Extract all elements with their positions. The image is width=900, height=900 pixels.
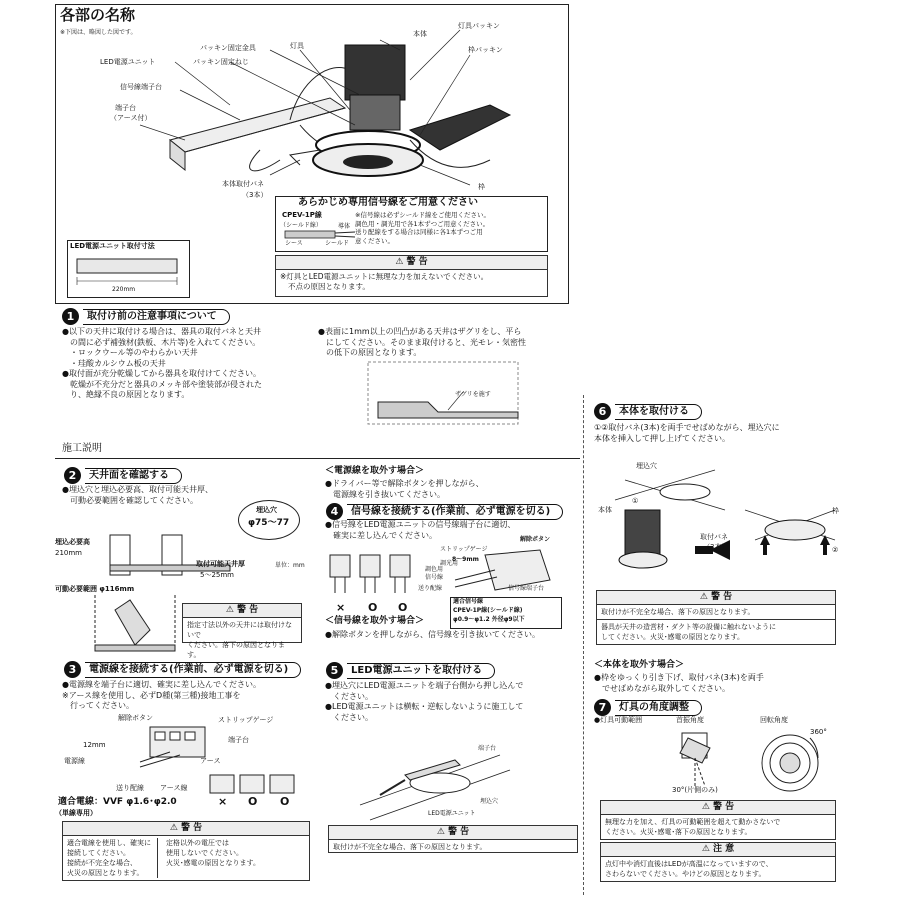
signal-notice-title: あらかじめ専用信号線をご用意ください	[298, 197, 478, 208]
signal-shield: シールド	[325, 240, 349, 247]
power-earth-line: アース線	[160, 784, 188, 792]
suitable-signal-cable: CPEV-1P線(シールド線)	[453, 607, 523, 614]
column-divider	[583, 395, 584, 895]
top-warning-title: ⚠ 警 告	[276, 256, 547, 270]
label-spring: 本体取付バネ	[222, 180, 264, 188]
section-3-header: 3 電源線を接続する(作業前、必ず電源を切る)	[64, 661, 301, 678]
label-honntai: 本体	[413, 30, 427, 38]
power-mark-2: O	[248, 795, 258, 808]
body-body: 本体	[598, 506, 612, 514]
body-c1: ①	[632, 497, 639, 505]
led-install-terminal: 端子台	[478, 745, 497, 752]
label-signal-terminal: 信号線端子台	[120, 83, 162, 91]
signal-mm: 8〜9mm	[452, 556, 479, 563]
power-terminal: 端子台	[228, 736, 249, 744]
suitable-signal-size: φ0.9〜φ1.2 外径φ9以下	[453, 616, 525, 623]
height-value: 210mm	[55, 549, 82, 557]
power-insert-examples	[210, 775, 300, 797]
signal-strip: ストリップゲージ	[440, 546, 488, 553]
signal-conductor: 導体	[338, 223, 351, 230]
signal-mark-1: ×	[336, 601, 346, 614]
angle-tilt: 首振角度	[676, 716, 704, 724]
top-warning: ⚠ 警 告 ※灯具とLED電源ユニットに無理な力を加えないでください。 不点の原因となります。	[275, 255, 548, 297]
zaguri-label: ザグリを施す	[455, 391, 491, 398]
suitable-signal-title: 適合信号線	[453, 598, 484, 605]
warning-icon: ⚠	[169, 823, 182, 833]
signal-send-line: 送り配線	[418, 585, 443, 592]
led-install-hole: 埋込穴	[480, 798, 499, 805]
remove-power-title: ＜電源線を取外す場合＞	[325, 466, 425, 476]
power-single: （単線専用）	[55, 809, 97, 817]
signal-notice-lines: ※信号線は必ずシールド線をご使用ください。 調色用・調光用で各1本ずつご用意ください。 送り配線をする場合は同様に各1本ずつご用 意ください。	[355, 211, 491, 245]
section-7-header: 7 灯具の角度調整	[594, 699, 702, 716]
section-6-text: ①②取付バネ(3本)を両手でせばめながら、埋込穴に 本体を挿入して押し上げてください。	[594, 423, 780, 443]
thickness-label: 取付可能天井厚	[196, 560, 245, 568]
section-4-text: ●信号線をLED電源ユニットの信号線端子台に適切、 確実に差し込んでください。	[325, 520, 516, 540]
signal-mark-3: O	[398, 601, 408, 614]
power-send-line: 送り配線	[116, 784, 144, 792]
hole-size: φ75〜77	[248, 518, 290, 528]
led-dim-size: 220mm	[112, 286, 136, 293]
angle-rotate: 回転角度	[760, 716, 788, 724]
signal-signal: 信号線	[425, 574, 444, 581]
warning-icon: ⚠	[699, 592, 712, 602]
label-tougu-packing: 灯具パッキン	[458, 22, 500, 30]
section-1-right-text: ●表面に1mm以上の凹凸がある天井はザグリをし、平ら にしてください。そのまま取付けると、光モレ・気密性 の低下の原因となります。	[318, 327, 526, 357]
label-packing-kotei-kanagu: パッキン固定金具	[200, 44, 256, 52]
body-spring: 取付バネ	[700, 533, 728, 541]
power-suitable: 適合電線：VVF φ1.6･φ2.0	[58, 797, 177, 807]
warning-icon: ⚠	[436, 827, 449, 837]
section-6-header: 6 本体を取付ける	[594, 403, 702, 420]
body-c2: ②	[832, 546, 839, 554]
power-mark-3: O	[280, 795, 290, 808]
angle-360: 360°	[810, 728, 827, 736]
label-packing-kotei-neji: パッキン固定ねじ	[193, 58, 249, 66]
remove-signal-text: ●解除ボタンを押しながら、信号線を引き抜いてください。	[325, 630, 540, 639]
label-waku: 枠	[478, 183, 485, 191]
signal-color-line: 調色用	[425, 566, 444, 573]
label-spring-count: （3本）	[242, 191, 268, 199]
hole-label: 埋込穴	[256, 506, 277, 514]
signal-cable: CPEV-1P線	[282, 211, 322, 219]
signal-dim-line: 調光用	[440, 560, 459, 567]
angle-30: 30°(片側のみ)	[672, 786, 718, 794]
remove-body-text: ●枠をゆっくり引き下げ、取付バネ(3本)を両手 でせばめながら取外してください。	[594, 673, 764, 693]
label-waku-packing: 枠パッキン	[468, 46, 503, 54]
section-5-header: 5 LED電源ユニットを取付ける	[326, 662, 495, 679]
label-terminal-block: 端子台	[115, 104, 136, 112]
body-hole: 埋込穴	[636, 462, 657, 470]
power-release: 解除ボタン	[118, 714, 153, 722]
instructions-title: 施工説明	[62, 443, 102, 454]
warning-icon: ⚠	[395, 257, 407, 267]
range-drawing	[95, 595, 185, 655]
body-waku: 枠	[832, 507, 839, 515]
signal-mark-2: O	[368, 601, 378, 614]
body-install-drawing	[595, 470, 845, 580]
section-2-text: ●埋込穴と埋込必要高、取付可能天井厚、 可動必要範囲を確認してください。	[62, 485, 213, 505]
signal-sheath: シース	[285, 240, 303, 247]
signal-shield-label: （シールド線）	[280, 222, 322, 229]
range-label: 可動必要範囲 φ116mm	[55, 585, 135, 593]
power-line: 電源線	[64, 757, 85, 765]
remove-power-text: ●ドライバー等で解除ボタンを押しながら、 電源線を引き抜いてください。	[325, 479, 484, 499]
power-strip: ストリップゲージ	[218, 716, 274, 724]
signal-terminal-label: 信号線端子台	[508, 585, 545, 592]
height-label: 埋込必要高	[55, 538, 90, 546]
cable-icon	[285, 228, 365, 242]
zaguri-drawing	[368, 362, 528, 432]
section-5-text: ●埋込穴にLED電源ユニットを端子台側から押し込んで ください。 ●LED電源ユニットは横転・逆転しないように施工して ください。	[325, 681, 524, 722]
power-12mm: 12mm	[83, 741, 106, 749]
body-spring-count: （3本）	[703, 543, 729, 551]
led-dim-title: LED電源ユニット取付寸法	[70, 242, 155, 250]
signal-release: 解除ボタン	[520, 536, 551, 543]
section-4-header: 4 信号線を接続する(作業前、必ず電源を切る)	[326, 503, 563, 520]
thickness-value: 5〜25mm	[200, 571, 234, 579]
power-earth: アース	[200, 757, 221, 765]
signal-terminal-drawing	[325, 545, 575, 605]
caution-icon: ⚠	[701, 844, 714, 854]
parts-note: ※下図は、略図した図です。	[60, 29, 137, 36]
angle-range: ●灯具可動範囲	[594, 716, 643, 724]
warning-icon: ⚠	[701, 802, 714, 812]
label-tougu: 灯具	[290, 42, 304, 50]
section-5-warning: ⚠ 警 告 取付けが不完全な場合、落下の原因となります。	[328, 825, 578, 853]
parts-title: 各部の名称	[60, 6, 136, 24]
instructions-rule	[55, 458, 580, 459]
power-terminal-drawing	[140, 722, 250, 777]
warning-icon: ⚠	[225, 605, 238, 615]
led-install-unit: LED電源ユニット	[428, 810, 476, 817]
label-terminal-block-earth: （アース付）	[110, 114, 152, 122]
section-6-warning: ⚠ 警 告 取付けが不完全な場合、落下の原因となります。 器具が天井の造営材・ダクト等の設備に触れないように してください。火災･感電の原因となります。	[596, 590, 836, 645]
power-mark-1: ×	[218, 795, 228, 808]
section-3-warning: ⚠ 警 告 適合電線を使用し、確実に 接続してください。 接続が不完全な場合、 火災の原因となります。 定格以外の電圧では 使用しないでください。 火災･感電の原因となります。	[62, 821, 310, 881]
section-7-caution: ⚠ 注 意 点灯中や消灯直後はLEDが高温になっていますので、 さわらないでください。やけどの原因となります。	[600, 842, 836, 882]
remove-body-title: ＜本体を取外す場合＞	[594, 660, 685, 670]
label-led-unit: LED電源ユニット	[100, 58, 156, 66]
section-2-warning: ⚠ 警 告 指定寸法以外の天井には取付けないで ください。落下の原因となります。	[182, 603, 302, 643]
section-1-text: ●以下の天井に取付ける場合は、器具の取付バネと天井 の間に必ず補強材(鉄板、木片等)を入れてください。 ・ロックウール等のやわらかい天井 ・珪酸カルシウム板の天井 ●取付面が充分乾燥してから器具を取付けてください。 乾燥が不充分だと器具のメッキ部や塗装部が侵された り、絶縁不良の原因となります。	[62, 327, 262, 399]
section-2-header: 2 天井面を確認する	[64, 467, 182, 484]
section-3-text: ●電源線を端子台に適切、確実に差し込んでください。 ※アース線を使用し、必ずD種(第三種)接地工事を 行ってください。	[62, 680, 261, 710]
section-1-header: 1 取付け前の注意事項について	[62, 308, 230, 325]
ceiling-drawing	[110, 535, 230, 575]
section-7-warning: ⚠ 警 告 無理な力を加え、灯具の可動範囲を超えて動かさないで ください。火災･感電･落下の原因となります。	[600, 800, 836, 840]
remove-signal-title: ＜信号線を取外す場合＞	[325, 616, 425, 626]
led-unit-drawing	[75, 257, 185, 287]
unit-label: 単位：mm	[275, 562, 305, 569]
